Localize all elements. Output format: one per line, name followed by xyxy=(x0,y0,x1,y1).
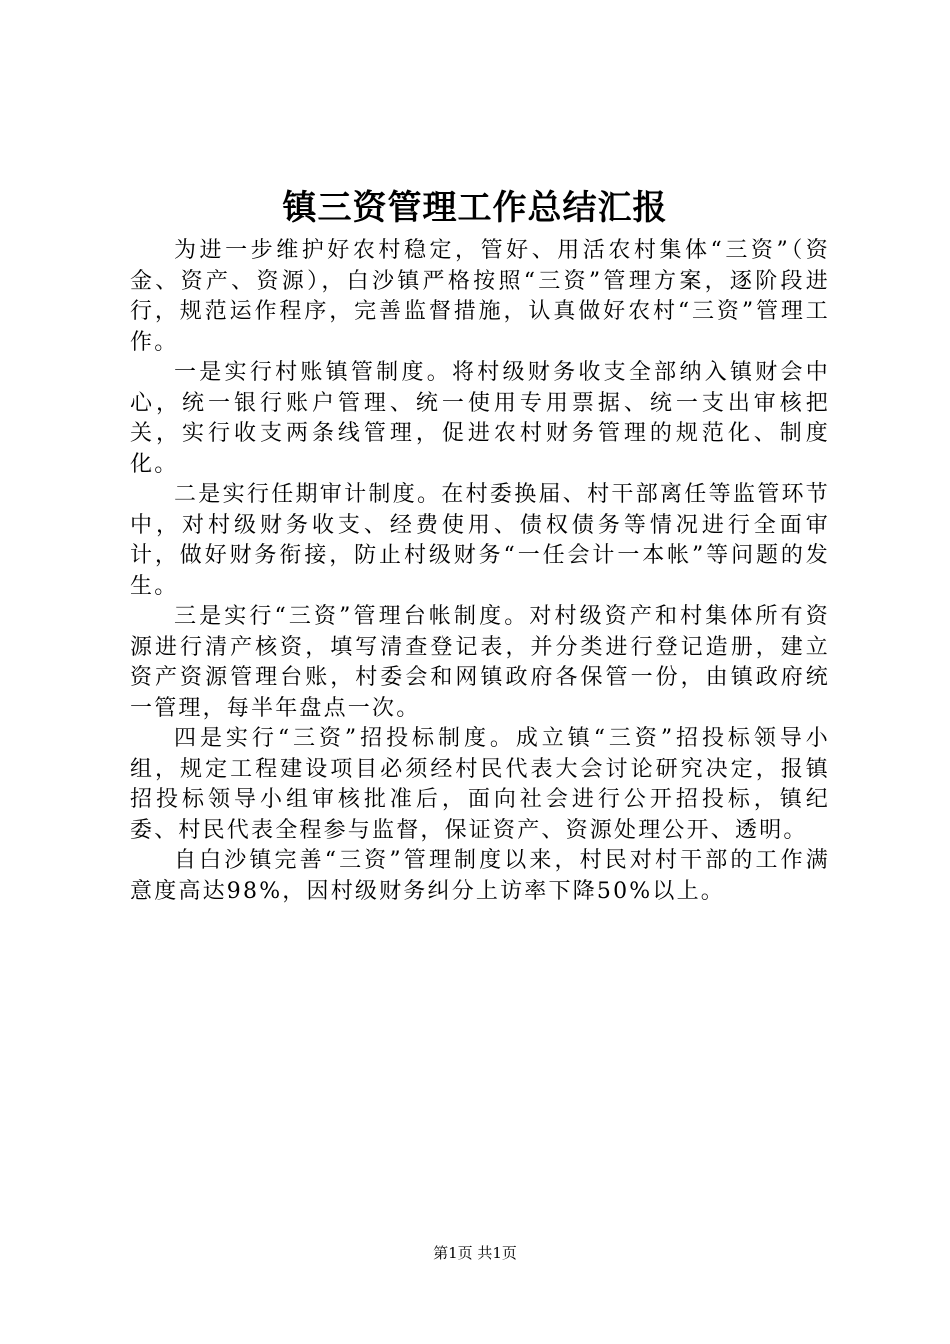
conclusion-paragraph: 自白沙镇完善“三资”管理制度以来，村民对村干部的工作满意度高达98%，因村级财务纠分上访率下降50%以上。 xyxy=(130,848,830,904)
paragraph-term-audit: 二是实行任期审计制度。在村委换届、村干部离任等监管环节中，对村级财务收支、经费使用、债权债务等情况进行全面审计，做好财务衔接，防止村级财务“一任会计一本帐”等问题的发生。 xyxy=(130,482,830,599)
page-number-footer: 第1页 共1页 xyxy=(433,1244,517,1262)
document-body xyxy=(130,236,830,907)
paragraph-bidding-system: 四是实行“三资”招投标制度。成立镇“三资”招投标领导小组，规定工程建设项目必须经村民代表大会讨论研究决定，报镇招投标领导小组审核批准后，面向社会进行公开招投标，镇纪委、村民代表全程参与监督，保证资产、资源处理公开、透明。 xyxy=(130,726,830,843)
paragraph-village-accounts: 一是实行村账镇管制度。将村级财务收支全部纳入镇财会中心，统一银行账户管理、统一使用专用票据、统一支出审核把关，实行收支两条线管理，促进农村财务管理的规范化、制度化。 xyxy=(130,360,830,477)
paragraph-ledger-system: 三是实行“三资”管理台帐制度。对村级资产和村集体所有资源进行清产核资，填写清查登记表，并分类进行登记造册，建立资产资源管理台账，村委会和网镇政府各保管一份，由镇政府统一管理，每半年盘点一次。 xyxy=(130,604,830,721)
document-title: 镇三资管理工作总结汇报 xyxy=(282,188,668,228)
intro-paragraph: 为进一步维护好农村稳定，管好、用活农村集体“三资”（资金、资产、资源），白沙镇严格按照“三资”管理方案，逐阶段进行，规范运作程序，完善监督措施，认真做好农村“三资”管理工作。 xyxy=(130,238,830,355)
